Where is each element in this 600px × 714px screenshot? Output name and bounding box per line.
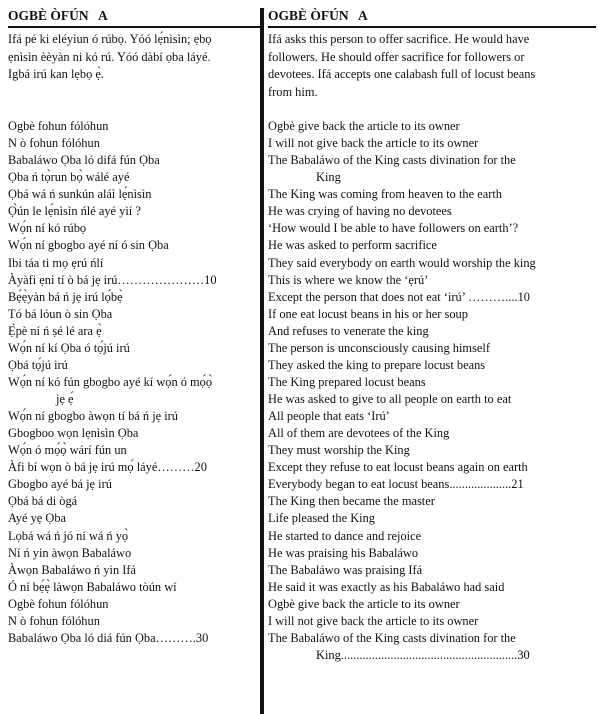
english-verse-line: They asked the king to prepare locust beans — [268, 357, 486, 372]
yoruba-verse-line: Wọ́n ní kí Ọba ó tọ́jú irú — [8, 340, 130, 355]
yoruba-verse-line: Ọbá bá di ògá — [8, 494, 78, 509]
english-verses — [268, 118, 598, 664]
yoruba-verse-line: Wọ́n ní gbogbo ayé ní ó sin Ọba — [8, 238, 169, 253]
yoruba-verse-line: Gbogbo ayé bá jẹ irú — [8, 477, 112, 492]
yoruba-verse-line: Ogbè fohun fólóhun — [8, 119, 109, 133]
yoruba-verse-line: Àwọn Babaláwo ń yin Ifá — [8, 562, 137, 577]
yoruba-title-rule — [8, 26, 260, 28]
yoruba-verse-line: Wọ́n ní kó fún gbogbo ayé kí wọ́n ó mọ́ọ̀ — [8, 374, 213, 389]
english-verse-line: Except the person that does not eat ‘irú’ ………....10 — [268, 289, 530, 304]
yoruba-verse-line: Ọ̀ún le lẹ́nìsìn ńlé ayé yìí ? — [8, 204, 141, 219]
english-verse-line: ‘How would I be able to have followers on earth’? — [268, 221, 519, 236]
english-intro-line: devotees. Ifá accepts one calabash full of locust beans — [268, 67, 536, 81]
english-verse-line: The King then became the master — [268, 494, 435, 509]
yoruba-verse-line: Bẹ́ẹ̀yàn bá ń jẹ irú lọ́bẹ̀ — [8, 289, 123, 304]
english-title: OGBÈ ÒFÚN A — [268, 8, 368, 23]
yoruba-verse-line: jẹ ẹ́ — [56, 392, 74, 406]
english-intro — [268, 31, 598, 101]
yoruba-intro-line: Igbá irú kan lẹbọ ẹ̀. — [8, 67, 104, 81]
english-verse-line: If one eat locust beans in his or her soup — [268, 306, 468, 321]
english-verse-line: I will not give back the article to its owner — [268, 136, 479, 151]
yoruba-verse-line: Wọ́n ó mọ́ọ̀ wárí fún un — [8, 443, 127, 458]
english-verse-line: He said it was exactly as his Babaláwo had said — [268, 579, 505, 594]
english-verse-line: All of them are devotees of the King — [268, 426, 450, 441]
english-verse-line: The Babaláwo was praising Ifá — [268, 562, 423, 577]
yoruba-verse-line: Àyàfi ẹni tí ò bá jẹ irú…………………10 — [8, 272, 217, 287]
english-verse-line: King.........................................................30 — [316, 647, 530, 662]
english-verse-line: He was asked to give to all people on earth to eat — [268, 392, 512, 406]
english-verse-line: Life pleased the King — [268, 511, 376, 526]
english-intro-line: Ifá asks this person to offer sacrifice. He would have — [268, 32, 530, 46]
yoruba-verse-line: N ò fohun fólóhun — [8, 136, 100, 151]
english-verse-line: Except they refuse to eat locust beans again on earth — [268, 460, 528, 475]
yoruba-verse-line: Ẹ̀pè ní ń ṣé lé ara ẹ̀ — [8, 323, 102, 338]
yoruba-verse-line: Babaláwo Ọba ló diá fún Ọba……….30 — [8, 630, 209, 645]
english-verse-line: This is where we know the ‘ẹrú’ — [268, 272, 429, 287]
english-verse-line: I will not give back the article to its owner — [268, 613, 479, 628]
yoruba-intro — [8, 31, 258, 84]
yoruba-verse-line: Lọbá wá ń jó ní wá ń yọ̀ — [8, 528, 129, 543]
yoruba-verse-line: Gbogboo wọn lẹnìsìn Ọba — [8, 426, 139, 441]
column-divider — [260, 8, 264, 714]
english-intro-line: from him. — [268, 84, 318, 99]
yoruba-intro-line: Ifá pé ki eléyìun ó rúbọ. Yóó lẹ́nìsìn; ẹbọ — [8, 32, 212, 46]
yoruba-verse-line: Wọ́n ní gbogbo àwọn tí bá ń jẹ irú — [8, 409, 178, 424]
english-verse-line: The King was coming from heaven to the earth — [268, 187, 502, 202]
yoruba-verse-line: Àfi bí wọn ò bá jẹ irú mọ́ láyé………20 — [8, 460, 207, 475]
english-verse-line: He was asked to perform sacrifice — [268, 238, 437, 253]
english-verse-line: The King prepared locust beans — [268, 374, 426, 389]
yoruba-intro-line: ẹnìsìn èèyàn ni kó rú. Yóó dàbí ọba láyé. — [8, 49, 211, 64]
english-verse-line: He was crying of having no devotees — [268, 204, 452, 219]
english-verse-line: The Babaláwo of the King casts divination for the — [268, 630, 516, 645]
yoruba-verse-line: Ní ń yin àwọn Babaláwo — [8, 545, 132, 560]
english-verse-line: Ogbè give back the article to its owner — [268, 596, 460, 611]
yoruba-verses — [8, 118, 258, 647]
yoruba-verse-line: N ò fohun fólóhun — [8, 613, 100, 628]
yoruba-verse-line: Ọba ń tọ̀run bọ̀ wálé ayé — [8, 170, 130, 185]
yoruba-verse-line: Ọbá wá ń sunkún aláì lẹ́nìsìn — [8, 187, 152, 202]
yoruba-verse-line: Wọ́n ní kó rúbọ — [8, 221, 87, 236]
english-verse-line: Ogbè give back the article to its owner — [268, 119, 460, 133]
yoruba-verse-line: Ó ní bẹ́ẹ̀ làwọn Babaláwo tòún wí — [8, 579, 177, 594]
yoruba-verse-line: Ibi táa ti mọ ẹrú ńlí — [8, 255, 104, 270]
english-verse-line: The Babaláwo of the King casts divination for the — [268, 153, 516, 168]
english-verse-line: He was praising his Babaláwo — [268, 545, 419, 560]
yoruba-verse-line: Ogbè fohun fólóhun — [8, 596, 109, 611]
english-intro-line: followers. He should offer sacrifice for followers or — [268, 49, 525, 64]
english-verse-line: They said everybody on earth would worship the king — [268, 255, 536, 270]
english-verse-line: The person is unconsciously causing himself — [268, 340, 490, 355]
yoruba-verse-line: Tó bá lóun ò sin Ọba — [8, 306, 113, 321]
yoruba-verse-line: Babaláwo Ọba ló difá fún Ọba — [8, 153, 160, 168]
english-title-rule — [268, 26, 596, 28]
english-verse-line: King — [316, 170, 341, 185]
yoruba-title: OGBÈ ÒFÚN A — [8, 8, 108, 23]
english-verse-line: Everybody began to eat locust beans....................21 — [268, 477, 524, 492]
english-verse-line: And refuses to venerate the king — [268, 323, 429, 338]
yoruba-verse-line: Ayé yẹ Ọba — [8, 511, 67, 526]
english-verse-line: They must worship the King — [268, 443, 410, 458]
yoruba-verse-line: Ọbá tọ́jú irú — [8, 357, 68, 372]
english-verse-line: He started to dance and rejoice — [268, 528, 422, 543]
english-verse-line: All people that eats ‘Irú’ — [268, 409, 390, 424]
